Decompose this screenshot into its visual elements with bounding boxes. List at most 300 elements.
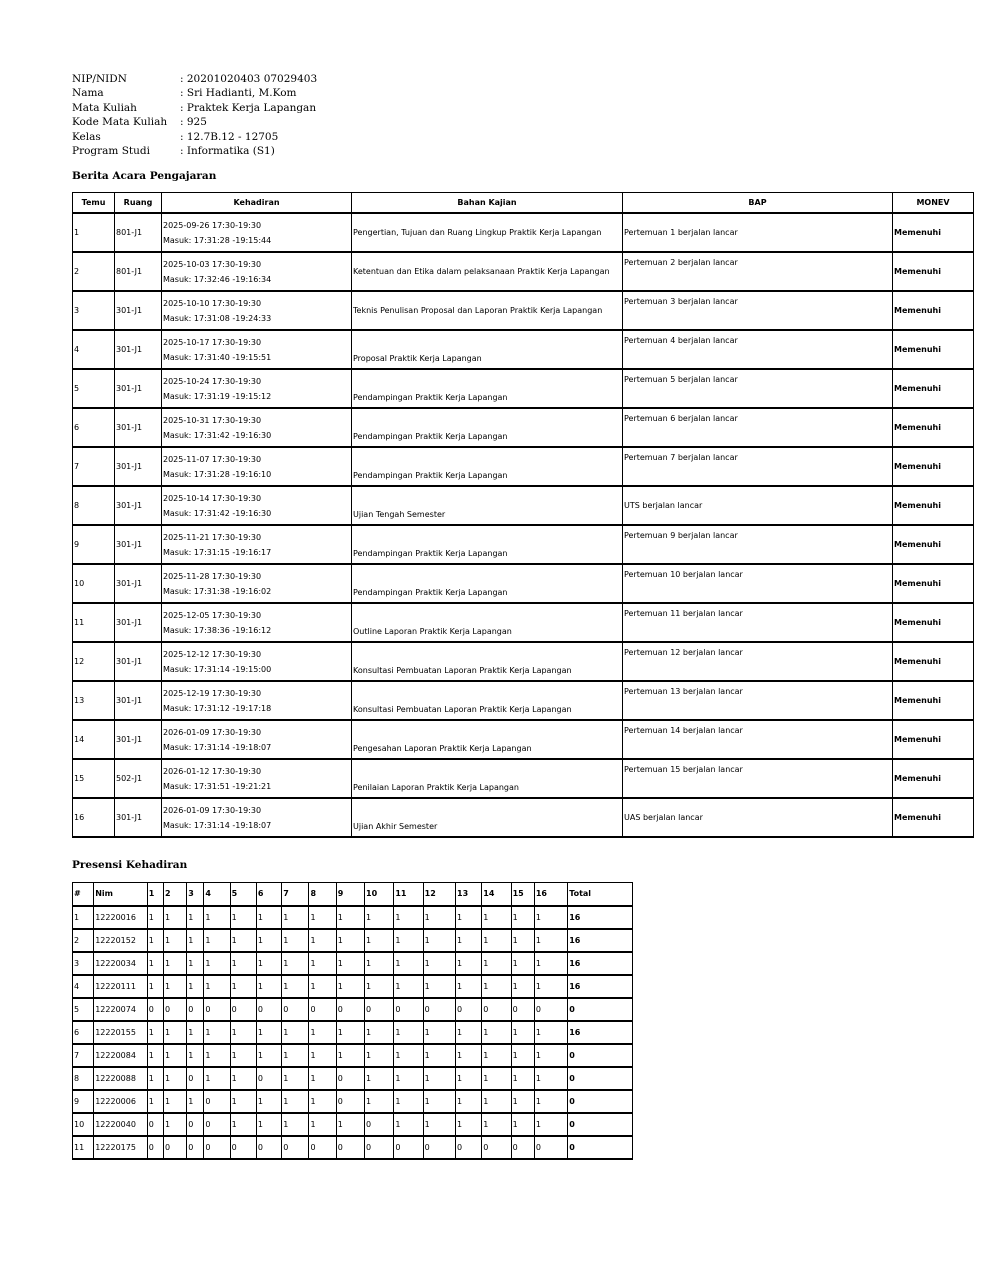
row-number-cell: 6: [73, 1021, 94, 1044]
presence-mark-cell: 1: [394, 1044, 423, 1067]
jadwal-text: 2026-01-09 17:30-19:30: [163, 727, 262, 737]
monev-cell: Memenuhi: [893, 603, 974, 642]
presence-mark-cell: 1: [163, 1090, 186, 1113]
monev-cell: Memenuhi: [893, 525, 974, 564]
presence-mark-cell: 1: [204, 975, 230, 998]
presence-mark-cell: 1: [309, 1113, 336, 1136]
info-label: Kode Mata Kuliah: [72, 116, 168, 129]
attendance-row: [73, 1090, 633, 1113]
attendance-column-header: Total: [568, 883, 633, 906]
bap-column-header: Bahan Kajian: [352, 193, 623, 214]
presence-mark-cell: 1: [204, 952, 230, 975]
attendance-column-header: 7: [282, 883, 309, 906]
presence-mark-cell: 1: [365, 1090, 394, 1113]
info-label: Program Studi: [72, 145, 150, 158]
bap-row: [73, 486, 974, 525]
presence-mark-cell: 1: [394, 1021, 423, 1044]
attendance-column-header: 15: [511, 883, 534, 906]
presence-mark-cell: 1: [534, 906, 567, 929]
presence-mark-cell: 1: [394, 906, 423, 929]
monev-cell: Memenuhi: [893, 486, 974, 525]
bahan-kajian-cell: Penilaian Laporan Praktik Kerja Lapangan: [352, 759, 623, 798]
presence-mark-cell: 1: [394, 1090, 423, 1113]
attendance-column-header: 3: [187, 883, 204, 906]
monev-cell: Memenuhi: [893, 369, 974, 408]
kehadiran-cell: [162, 291, 352, 330]
total-cell: 0: [568, 1136, 633, 1159]
presence-mark-cell: 1: [423, 952, 455, 975]
jadwal-text: 2025-11-21 17:30-19:30: [163, 532, 262, 542]
presence-mark-cell: 0: [336, 1067, 364, 1090]
presence-mark-cell: 1: [147, 1067, 163, 1090]
presence-mark-cell: 1: [511, 1044, 534, 1067]
monev-cell: Memenuhi: [893, 330, 974, 369]
attendance-column-header: 5: [230, 883, 256, 906]
masuk-text: Masuk: 17:31:28 -19:15:44: [163, 235, 272, 245]
monev-cell: Memenuhi: [893, 291, 974, 330]
info-value: : 12.7B.12 - 12705: [180, 130, 279, 143]
attendance-column-header: 1: [147, 883, 163, 906]
presence-mark-cell: 1: [456, 1113, 482, 1136]
presence-mark-cell: 1: [163, 906, 186, 929]
total-cell: 0: [568, 998, 633, 1021]
bap-row: [73, 447, 974, 486]
jadwal-text: 2025-10-17 17:30-19:30: [163, 337, 262, 347]
nim-cell: 12220155: [94, 1021, 148, 1044]
presence-mark-cell: 1: [456, 975, 482, 998]
presence-mark-cell: 1: [256, 1044, 281, 1067]
presence-mark-cell: 1: [394, 975, 423, 998]
presence-mark-cell: 1: [482, 1021, 511, 1044]
kehadiran-cell: [162, 798, 352, 837]
presence-mark-cell: 1: [336, 952, 364, 975]
bahan-kajian-cell: Konsultasi Pembuatan Laporan Praktik Kerja Lapangan: [352, 642, 623, 681]
presence-mark-cell: 1: [282, 1067, 309, 1090]
total-cell: 0: [568, 1067, 633, 1090]
presence-mark-cell: 1: [336, 1021, 364, 1044]
presence-mark-cell: 1: [282, 1021, 309, 1044]
bap-row: [73, 525, 974, 564]
presence-mark-cell: 1: [423, 975, 455, 998]
presence-mark-cell: 0: [336, 1090, 364, 1113]
presence-mark-cell: 0: [230, 998, 256, 1021]
ruang-cell: 301-J1: [115, 369, 162, 408]
presence-mark-cell: 1: [187, 1021, 204, 1044]
presence-mark-cell: 0: [163, 998, 186, 1021]
attendance-column-header: 16: [534, 883, 567, 906]
presence-mark-cell: 0: [282, 998, 309, 1021]
bap-cell: Pertemuan 10 berjalan lancar: [623, 564, 893, 603]
presence-mark-cell: 0: [256, 998, 281, 1021]
presence-mark-cell: 0: [204, 1113, 230, 1136]
row-number-cell: 4: [73, 975, 94, 998]
ruang-cell: 301-J1: [115, 603, 162, 642]
ruang-cell: 801-J1: [115, 213, 162, 252]
row-number-cell: 5: [73, 998, 94, 1021]
presence-mark-cell: 1: [282, 975, 309, 998]
bahan-kajian-cell: Ujian Akhir Semester: [352, 798, 623, 837]
attendance-row: [73, 906, 633, 929]
presence-mark-cell: 1: [256, 906, 281, 929]
presence-mark-cell: 1: [511, 1067, 534, 1090]
presence-mark-cell: 1: [482, 1067, 511, 1090]
nim-cell: 12220175: [94, 1136, 148, 1159]
bap-cell: Pertemuan 2 berjalan lancar: [623, 252, 893, 291]
presence-mark-cell: 1: [365, 929, 394, 952]
bap-cell: Pertemuan 7 berjalan lancar: [623, 447, 893, 486]
presence-mark-cell: 1: [394, 1113, 423, 1136]
presence-mark-cell: 1: [163, 1067, 186, 1090]
masuk-text: Masuk: 17:38:36 -19:16:12: [163, 625, 272, 635]
temu-cell: 15: [73, 759, 115, 798]
attendance-column-header: 4: [204, 883, 230, 906]
presence-mark-cell: 1: [147, 1044, 163, 1067]
presence-mark-cell: 0: [365, 1113, 394, 1136]
presence-mark-cell: 1: [230, 929, 256, 952]
nim-cell: 12220152: [94, 929, 148, 952]
bahan-kajian-cell: Pendampingan Praktik Kerja Lapangan: [352, 564, 623, 603]
attendance-row: [73, 952, 633, 975]
presence-mark-cell: 0: [187, 1136, 204, 1159]
presence-mark-cell: 0: [534, 1136, 567, 1159]
masuk-text: Masuk: 17:31:28 -19:16:10: [163, 469, 272, 479]
ruang-cell: 801-J1: [115, 252, 162, 291]
attendance-column-header: #: [73, 883, 94, 906]
bahan-kajian-cell: Outline Laporan Praktik Kerja Lapangan: [352, 603, 623, 642]
presence-mark-cell: 1: [147, 1090, 163, 1113]
presence-mark-cell: 1: [256, 1021, 281, 1044]
presence-mark-cell: 0: [147, 998, 163, 1021]
presence-mark-cell: 0: [423, 998, 455, 1021]
presence-mark-cell: 1: [204, 1044, 230, 1067]
attendance-column-header: Nim: [94, 883, 148, 906]
bap-row: [73, 759, 974, 798]
attendance-column-header: 12: [423, 883, 455, 906]
jadwal-text: 2025-10-31 17:30-19:30: [163, 415, 262, 425]
kehadiran-cell: [162, 252, 352, 291]
attendance-column-header: 9: [336, 883, 364, 906]
presence-mark-cell: 0: [534, 998, 567, 1021]
monev-cell: Memenuhi: [893, 447, 974, 486]
ruang-cell: 502-J1: [115, 759, 162, 798]
ruang-cell: 301-J1: [115, 447, 162, 486]
temu-cell: 13: [73, 681, 115, 720]
presence-mark-cell: 1: [230, 1113, 256, 1136]
attendance-table: [72, 882, 633, 1160]
presence-mark-cell: 1: [230, 906, 256, 929]
presence-mark-cell: 1: [309, 952, 336, 975]
bap-row: [73, 642, 974, 681]
presence-mark-cell: 1: [230, 1067, 256, 1090]
bap-row: [73, 603, 974, 642]
presence-mark-cell: 1: [147, 929, 163, 952]
presence-mark-cell: 0: [511, 1136, 534, 1159]
nim-cell: 12220040: [94, 1113, 148, 1136]
bap-cell: Pertemuan 1 berjalan lancar: [623, 213, 893, 252]
presence-mark-cell: 1: [423, 1067, 455, 1090]
presence-mark-cell: 1: [309, 1067, 336, 1090]
presence-mark-cell: 1: [204, 1021, 230, 1044]
kehadiran-cell: [162, 525, 352, 564]
attendance-column-header: 2: [163, 883, 186, 906]
presence-mark-cell: 1: [394, 1067, 423, 1090]
ruang-cell: 301-J1: [115, 291, 162, 330]
presence-mark-cell: 1: [230, 952, 256, 975]
row-number-cell: 7: [73, 1044, 94, 1067]
presence-mark-cell: 1: [163, 1021, 186, 1044]
kehadiran-cell: [162, 720, 352, 759]
bap-cell: Pertemuan 3 berjalan lancar: [623, 291, 893, 330]
total-cell: 16: [568, 929, 633, 952]
monev-cell: Memenuhi: [893, 252, 974, 291]
presence-mark-cell: 1: [230, 1044, 256, 1067]
presence-mark-cell: 1: [423, 1021, 455, 1044]
presence-mark-cell: 0: [187, 998, 204, 1021]
bap-column-header: Ruang: [115, 193, 162, 214]
attendance-row: [73, 998, 633, 1021]
presence-mark-cell: 0: [204, 1090, 230, 1113]
nim-cell: 12220006: [94, 1090, 148, 1113]
row-number-cell: 2: [73, 929, 94, 952]
masuk-text: Masuk: 17:31:40 -19:15:51: [163, 352, 272, 362]
attendance-header-row: [73, 883, 633, 906]
ruang-cell: 301-J1: [115, 798, 162, 837]
attendance-column-header: 6: [256, 883, 281, 906]
bap-column-header: Kehadiran: [162, 193, 352, 214]
temu-cell: 2: [73, 252, 115, 291]
bap-row: [73, 369, 974, 408]
bahan-kajian-cell: Proposal Praktik Kerja Lapangan: [352, 330, 623, 369]
masuk-text: Masuk: 17:31:42 -19:16:30: [163, 430, 272, 440]
attendance-column-header: 8: [309, 883, 336, 906]
temu-cell: 12: [73, 642, 115, 681]
total-cell: 16: [568, 1021, 633, 1044]
presence-mark-cell: 1: [256, 1090, 281, 1113]
bap-table: [72, 192, 974, 838]
presence-mark-cell: 1: [482, 1090, 511, 1113]
masuk-text: Masuk: 17:31:08 -19:24:33: [163, 313, 272, 323]
presence-mark-cell: 0: [282, 1136, 309, 1159]
bap-cell: UAS berjalan lancar: [623, 798, 893, 837]
presence-mark-cell: 1: [163, 952, 186, 975]
bap-column-header: BAP: [623, 193, 893, 214]
temu-cell: 10: [73, 564, 115, 603]
info-value: : Praktek Kerja Lapangan: [180, 101, 317, 114]
presence-mark-cell: 0: [204, 998, 230, 1021]
ruang-cell: 301-J1: [115, 486, 162, 525]
ruang-cell: 301-J1: [115, 408, 162, 447]
presence-mark-cell: 1: [482, 906, 511, 929]
presence-mark-cell: 0: [365, 998, 394, 1021]
temu-cell: 5: [73, 369, 115, 408]
presence-mark-cell: 1: [187, 906, 204, 929]
bap-row: [73, 798, 974, 837]
monev-cell: Memenuhi: [893, 408, 974, 447]
bahan-kajian-cell: Teknis Penulisan Proposal dan Laporan Praktik Kerja Lapangan: [352, 291, 623, 330]
total-cell: 16: [568, 906, 633, 929]
presence-mark-cell: 1: [230, 1021, 256, 1044]
presence-mark-cell: 1: [534, 1067, 567, 1090]
presence-mark-cell: 0: [147, 1136, 163, 1159]
kehadiran-cell: [162, 564, 352, 603]
info-label: Mata Kuliah: [72, 101, 137, 114]
temu-cell: 16: [73, 798, 115, 837]
jadwal-text: 2025-10-10 17:30-19:30: [163, 298, 262, 308]
presence-mark-cell: 1: [282, 1113, 309, 1136]
presence-mark-cell: 1: [456, 906, 482, 929]
presence-mark-cell: 0: [365, 1136, 394, 1159]
monev-cell: Memenuhi: [893, 759, 974, 798]
presence-mark-cell: 1: [534, 929, 567, 952]
attendance-row: [73, 1067, 633, 1090]
masuk-text: Masuk: 17:31:15 -19:16:17: [163, 547, 272, 557]
presence-mark-cell: 1: [423, 929, 455, 952]
presence-mark-cell: 1: [511, 1113, 534, 1136]
presence-mark-cell: 1: [456, 1090, 482, 1113]
info-label: Kelas: [72, 130, 101, 143]
ruang-cell: 301-J1: [115, 564, 162, 603]
masuk-text: Masuk: 17:31:12 -19:17:18: [163, 703, 272, 713]
presence-mark-cell: 1: [336, 1044, 364, 1067]
jadwal-text: 2025-10-03 17:30-19:30: [163, 259, 262, 269]
presence-mark-cell: 0: [147, 1113, 163, 1136]
presence-mark-cell: 1: [163, 929, 186, 952]
presence-mark-cell: 1: [336, 929, 364, 952]
kehadiran-cell: [162, 408, 352, 447]
bahan-kajian-cell: Pendampingan Praktik Kerja Lapangan: [352, 369, 623, 408]
presence-mark-cell: 1: [282, 952, 309, 975]
nim-cell: 12220088: [94, 1067, 148, 1090]
info-row: [72, 144, 317, 158]
bahan-kajian-cell: Ujian Tengah Semester: [352, 486, 623, 525]
row-number-cell: 9: [73, 1090, 94, 1113]
bap-section-title: Berita Acara Pengajaran: [72, 170, 217, 182]
info-row: [72, 86, 317, 100]
presence-mark-cell: 1: [163, 975, 186, 998]
bahan-kajian-cell: Pendampingan Praktik Kerja Lapangan: [352, 447, 623, 486]
presence-mark-cell: 1: [534, 952, 567, 975]
presence-mark-cell: 1: [511, 1021, 534, 1044]
presence-mark-cell: 1: [511, 952, 534, 975]
presence-mark-cell: 1: [534, 1090, 567, 1113]
info-value: : Sri Hadianti, M.Kom: [180, 87, 297, 100]
presence-mark-cell: 1: [147, 906, 163, 929]
bap-row: [73, 330, 974, 369]
bap-cell: Pertemuan 6 berjalan lancar: [623, 408, 893, 447]
presence-mark-cell: 0: [204, 1136, 230, 1159]
jadwal-text: 2025-12-19 17:30-19:30: [163, 688, 262, 698]
nim-cell: 12220016: [94, 906, 148, 929]
kehadiran-cell: [162, 603, 352, 642]
presence-mark-cell: 0: [394, 998, 423, 1021]
total-cell: 16: [568, 952, 633, 975]
presence-mark-cell: 1: [282, 929, 309, 952]
presence-mark-cell: 1: [365, 975, 394, 998]
bap-row: [73, 252, 974, 291]
bap-row: [73, 408, 974, 447]
presence-mark-cell: 1: [187, 1044, 204, 1067]
attendance-section-title: Presensi Kehadiran: [72, 859, 188, 871]
attendance-column-header: 10: [365, 883, 394, 906]
presence-mark-cell: 1: [482, 1113, 511, 1136]
jadwal-text: 2025-11-07 17:30-19:30: [163, 454, 262, 464]
total-cell: 0: [568, 1090, 633, 1113]
bap-cell: UTS berjalan lancar: [623, 486, 893, 525]
kehadiran-cell: [162, 759, 352, 798]
temu-cell: 6: [73, 408, 115, 447]
temu-cell: 3: [73, 291, 115, 330]
attendance-row: [73, 975, 633, 998]
ruang-cell: 301-J1: [115, 642, 162, 681]
presence-mark-cell: 1: [187, 952, 204, 975]
row-number-cell: 8: [73, 1067, 94, 1090]
info-label: Nama: [72, 87, 104, 100]
presence-mark-cell: 0: [230, 1136, 256, 1159]
presence-mark-cell: 1: [309, 906, 336, 929]
row-number-cell: 11: [73, 1136, 94, 1159]
presence-mark-cell: 1: [456, 1021, 482, 1044]
monev-cell: Memenuhi: [893, 564, 974, 603]
presence-mark-cell: 1: [394, 952, 423, 975]
presence-mark-cell: 1: [423, 1113, 455, 1136]
jadwal-text: 2026-01-12 17:30-19:30: [163, 766, 262, 776]
presence-mark-cell: 0: [309, 1136, 336, 1159]
temu-cell: 8: [73, 486, 115, 525]
presence-mark-cell: 0: [336, 1136, 364, 1159]
kehadiran-cell: [162, 486, 352, 525]
bap-column-header: MONEV: [893, 193, 974, 214]
presence-mark-cell: 1: [423, 1044, 455, 1067]
presence-mark-cell: 1: [309, 929, 336, 952]
bahan-kajian-cell: Pengertian, Tujuan dan Ruang Lingkup Praktik Kerja Lapangan: [352, 213, 623, 252]
presence-mark-cell: 1: [423, 1090, 455, 1113]
presence-mark-cell: 1: [534, 1113, 567, 1136]
ruang-cell: 301-J1: [115, 525, 162, 564]
presence-mark-cell: 1: [309, 1044, 336, 1067]
presence-mark-cell: 0: [511, 998, 534, 1021]
bap-column-header: Temu: [73, 193, 115, 214]
presence-mark-cell: 1: [282, 906, 309, 929]
nim-cell: 12220084: [94, 1044, 148, 1067]
bahan-kajian-cell: Pendampingan Praktik Kerja Lapangan: [352, 408, 623, 447]
attendance-row: [73, 1021, 633, 1044]
temu-cell: 7: [73, 447, 115, 486]
presence-mark-cell: 1: [230, 975, 256, 998]
presence-mark-cell: 1: [256, 929, 281, 952]
temu-cell: 9: [73, 525, 115, 564]
info-row: [72, 101, 317, 115]
bap-cell: Pertemuan 11 berjalan lancar: [623, 603, 893, 642]
presence-mark-cell: 1: [147, 975, 163, 998]
attendance-row: [73, 1136, 633, 1159]
masuk-text: Masuk: 17:31:42 -19:16:30: [163, 508, 272, 518]
row-number-cell: 1: [73, 906, 94, 929]
presence-mark-cell: 1: [511, 975, 534, 998]
presence-mark-cell: 1: [534, 1044, 567, 1067]
nim-cell: 12220074: [94, 998, 148, 1021]
presence-mark-cell: 1: [482, 975, 511, 998]
presence-mark-cell: 1: [456, 929, 482, 952]
masuk-text: Masuk: 17:31:14 -19:15:00: [163, 664, 272, 674]
bap-row: [73, 291, 974, 330]
row-number-cell: 10: [73, 1113, 94, 1136]
presence-mark-cell: 1: [365, 952, 394, 975]
attendance-column-header: 13: [456, 883, 482, 906]
temu-cell: 1: [73, 213, 115, 252]
presence-mark-cell: 0: [456, 1136, 482, 1159]
presence-mark-cell: 1: [456, 1067, 482, 1090]
presence-mark-cell: 1: [282, 1044, 309, 1067]
